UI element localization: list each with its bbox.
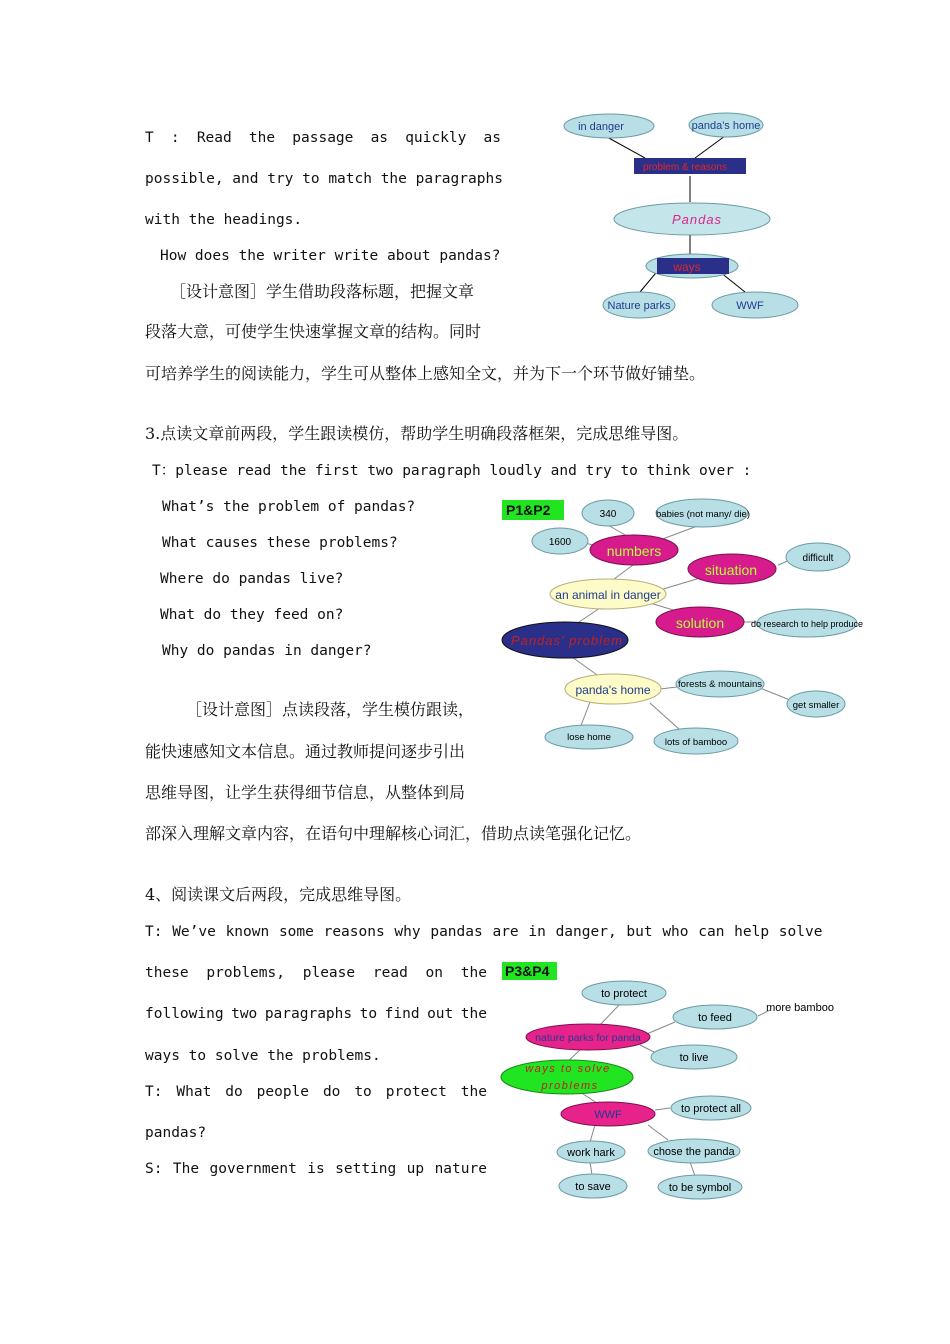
word: read (372, 965, 408, 981)
word: What (176, 1084, 212, 1100)
word: following (145, 1006, 224, 1022)
design-intent-b3: 思维导图，让学生获得细节信息，从整体到局 (145, 783, 466, 802)
node-symbol-label: to be symbol (668, 1182, 732, 1194)
word: setting (335, 1161, 397, 1177)
node-pandas-home-label: panda's home (691, 120, 761, 132)
design-intent-b4: 部深入理解文章内容，在语句中理解核心词汇，借助点读笔强化记忆。 (145, 824, 642, 843)
node-340-label: 340 (599, 509, 617, 520)
node-1600-label: 1600 (548, 537, 572, 548)
question-4: What do they feed on? (160, 607, 344, 623)
word: as (483, 130, 501, 146)
word: Read (196, 130, 232, 146)
word: as (370, 130, 389, 146)
node-solution-label: solution (675, 615, 725, 631)
instruction-line-3: with the headings. (145, 212, 303, 228)
label-p3p4-text: P3&P4 (505, 963, 550, 979)
word: nature (434, 1161, 487, 1177)
word: T: (145, 1084, 163, 1100)
word: do (225, 1084, 243, 1100)
mind-map-3-nodes (501, 962, 834, 1199)
node-forests-label: forests & mountains (678, 679, 762, 690)
word: the (248, 130, 276, 146)
node-to-live-label: to live (679, 1052, 709, 1064)
node-to-feed-label: to feed (698, 1012, 732, 1024)
design-intent-3: 可培养学生的阅读能力，学生可从整体上感知全文，并为下一个环节做好铺垫。 (145, 364, 706, 383)
section3-instruction: T：please read the first two paragraph loudly and try to think over : (152, 463, 752, 479)
question-3: Where do pandas live? (160, 571, 344, 587)
word: out (427, 1006, 454, 1022)
node-numbers-label: numbers (606, 543, 662, 559)
node-lose-home-label: lose home (567, 732, 611, 743)
node-ways-label: ways (673, 260, 701, 274)
word: The (172, 1161, 200, 1177)
design-intent-2: 段落大意，可使学生快速掌握文章的结构。同时 (145, 322, 482, 341)
node-smaller-label: get smaller (792, 700, 840, 711)
node-more-bamboo-label: more bamboo (766, 1002, 834, 1014)
node-nature-parks-panda-label: nature parks for panda (535, 1032, 641, 1044)
node-in-danger-label: in danger (578, 121, 624, 133)
node-pandas-label: Pandas (671, 212, 723, 227)
word: the (460, 1084, 487, 1100)
word: do (322, 1084, 341, 1100)
node-ways-solve-label-1: ways to solve (525, 1063, 611, 1075)
word: the (460, 1006, 487, 1022)
node-to-protect-label: to protect (601, 988, 647, 1000)
design-intent-b1: ［设计意图］点读段落，学生模仿跟读， (186, 700, 475, 719)
design-intent-1: ［设计意图］学生借助段落标题，把握文章 (170, 282, 475, 301)
question-1: What’s the problem of pandas? (162, 499, 416, 515)
question-how: How does the writer write about pandas? (160, 248, 501, 264)
node-wwf-label: WWF (736, 300, 764, 312)
section4-t2-line2: pandas? (145, 1125, 207, 1141)
word: please (302, 965, 356, 981)
word: to (359, 1006, 378, 1022)
node-to-save-label: to save (575, 1181, 611, 1193)
word: paragraphs (264, 1006, 353, 1022)
node-ways-solve-label-2: problems (541, 1080, 599, 1092)
node-nature-parks-label: Nature parks (607, 300, 671, 312)
word: two (231, 1006, 258, 1022)
node-pandas-problem-label: Pandas' problem (510, 633, 624, 648)
instruction-line-2: possible, and try to match the paragraphs (145, 171, 503, 187)
word: up (406, 1161, 425, 1177)
node-difficult-label: difficult (802, 553, 834, 564)
design-intent-b2: 能快速感知文本信息。通过教师提问逐步引出 (145, 742, 466, 761)
section3-heading: 3.点读文章前两段，学生跟读模仿，帮助学生明确段落框架，完成思维导图。 (145, 424, 689, 443)
node-animal-danger-label: an animal in danger (555, 588, 661, 602)
word: to (354, 1084, 372, 1100)
word: find (384, 1006, 420, 1022)
section4-heading: 4、阅读课文后两段，完成思维导图。 (145, 885, 412, 904)
question-2: What causes these problems? (162, 535, 398, 551)
section4-t1-line1: T: We’ve known some reasons why pandas are in danger, but who can help solve (145, 924, 823, 940)
word: passage (292, 130, 354, 146)
node-pandas-home-2-label: panda's home (575, 683, 651, 697)
word: problems, (206, 965, 285, 981)
word: on (425, 965, 444, 981)
section4-t1-line4: ways to solve the problems. (145, 1048, 381, 1064)
label-p1p2-text: P1&P2 (506, 502, 551, 518)
word: the (460, 965, 487, 981)
word: : (170, 130, 180, 146)
node-work-hark-label: work hark (567, 1147, 615, 1159)
word: S: (145, 1161, 163, 1177)
word: protect (385, 1084, 447, 1100)
node-situation-label: situation (704, 562, 758, 578)
word: government (209, 1161, 297, 1177)
question-5: Why do pandas in danger? (162, 643, 372, 659)
word: T (145, 130, 154, 146)
node-research-label: do research to help produce (750, 619, 864, 629)
node-protect-all-label: to protect all (681, 1103, 741, 1115)
word: quickly (405, 130, 467, 146)
node-babies-label: babies (not many/ die) (656, 509, 750, 520)
node-wwf-2-label: WWF (594, 1109, 622, 1121)
word: these (145, 965, 189, 981)
node-bamboo-label: lots of bamboo (664, 737, 728, 748)
node-problem-reasons-label: problem & reasons (643, 162, 727, 173)
mind-map-2-nodes (502, 499, 863, 754)
node-chose-panda-label: chose the panda (653, 1146, 735, 1158)
word: people (256, 1084, 310, 1100)
mind-map-1-nodes (564, 113, 798, 318)
word: is (307, 1161, 325, 1177)
